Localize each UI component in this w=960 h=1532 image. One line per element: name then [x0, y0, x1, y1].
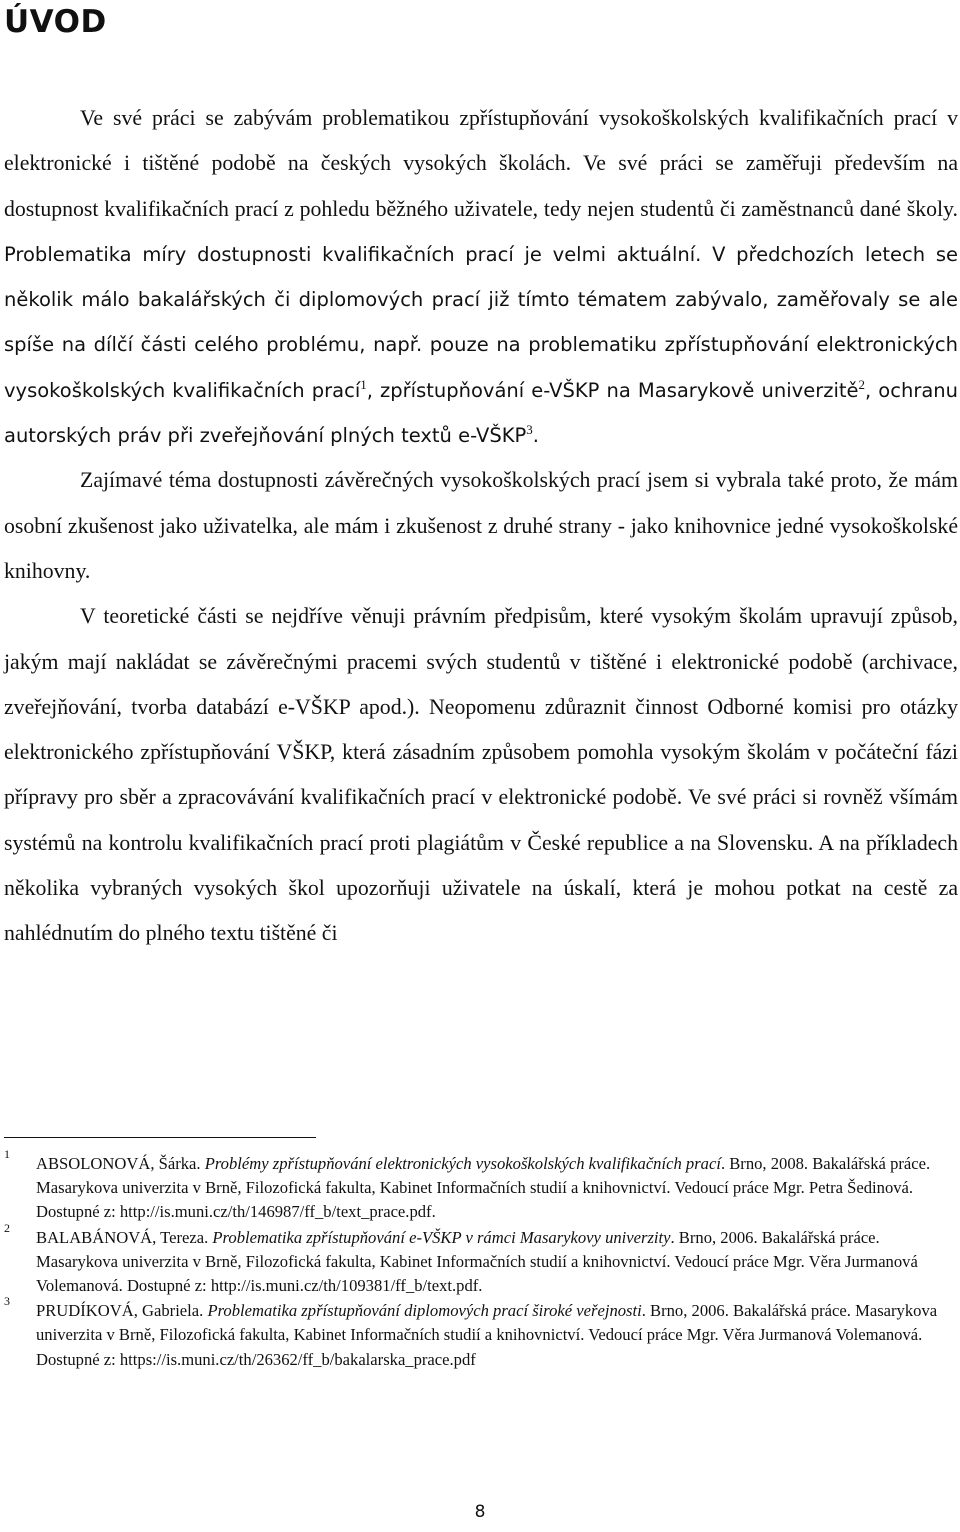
footnotes	[4, 1147, 949, 1373]
footnote-separator	[4, 1137, 316, 1138]
footnote-ref-3[interactable]: 3	[526, 422, 533, 438]
footnote-2	[4, 1220, 949, 1299]
footnote-ref-1[interactable]: 1	[360, 376, 367, 392]
paragraph-theory: V teoretické části se nejdříve věnuji právním předpisům, které vysokým školám upravují způsob, jakým mají nakládat se závěrečnými pracemi svých studentů v tištěné i elektronické podobě (archivace, zveřejňování, tvorba databází e-VŠKP apod.). Neopomenu zdůraznit činnost Odborné komisi pro otázky elektronického zpřístupňování VŠKP, která zásadním způsobem pomohla vysokým školám v počáteční fázi přípravy pro sběr a zpracovávání kvalifikačních prací v elektronické podobě. Ve své práci si rovněž všímám systémů na kontrolu kvalifikačních prací proti plagiátům v České republice a na Slovensku. A na příkladech několika vybraných vysokých škol upozorňuji uživatele na úskalí, která je mohou potkat na cestě za nahlédnutím do plného textu tištěné či	[4, 604, 958, 946]
chapter-heading: ÚVOD	[4, 4, 107, 40]
paragraph-motivation: Zajímavé téma dostupnosti závěrečných vysokoškolských prací jsem si vybrala také proto, že mám osobní zkušenost jako uživatelka, ale mám i zkušenost z druhé strany - jako knihovnice jedné vysokoškolské knihovny.	[4, 468, 958, 583]
footnote-author: ABSOLONOVÁ, Šárka.	[36, 1154, 205, 1173]
footnote-title: Problémy zpřístupňování elektronických vysokoškolských kvalifikačních prací	[204, 1154, 721, 1173]
paragraph-intro-part1: Ve své práci se zabývám problematikou zpřístupňování vysokoškolských kvalifikačních prací v elektronické i tištěné podobě na českých vysokých školách. Ve své práci se zaměřuji především na dostupnost kvalifikačních prací z pohledu běžného uživatele, tedy nejen studentů či zaměstnanců dané školy.	[4, 106, 958, 221]
paragraph-intro-part2: Problematika míry dostupnosti kvalifikačních prací je velmi aktuální. V předchozích letech se několik málo bakalářských či diplomových prací již tímto tématem zabývalo, zaměřovaly se ale spíše na dílčí části celého problému, např. pouze na problematiku zpřístupňování elektronických vysokoškolských kvalifikačních prací	[4, 242, 958, 402]
footnote-number: 1	[4, 1147, 10, 1161]
paragraph-intro-part3: , zpřístupňování e-VŠKP na Masarykově univerzitě	[366, 378, 859, 402]
footnote-3	[4, 1294, 949, 1372]
footnote-number: 3	[4, 1294, 10, 1309]
footnote-1	[4, 1147, 949, 1225]
footnote-author: PRUDÍKOVÁ, Gabriela.	[36, 1301, 208, 1321]
page-number: 8	[474, 1502, 486, 1522]
paragraph-intro-part4: , ochranu autorských práv při zveřejňování plných textů e-VŠKP	[4, 378, 959, 448]
footnote-number: 2	[4, 1220, 10, 1235]
paragraph-intro	[4, 96, 958, 458]
footnote-details: . Brno, 2006. Bakalářská práce. Masarykova univerzita v Brně, Filozofická fakulta, Kabinet Informačních studií a knihovnictví. Vedoucí práce Mgr. Věra Jurmanová Volemanová. Dostupné z: https://is.muni.cz/th/26362/ff_b/bakalarska_prace.pdf	[36, 1301, 938, 1369]
paragraph-intro-part5: .	[532, 424, 539, 448]
footnote-title: Problematika zpřístupňování e-VŠKP v rámci Masarykovy univerzity	[212, 1227, 671, 1247]
body-text	[4, 96, 958, 957]
footnote-details: . Brno, 2006. Bakalářská práce. Masarykova univerzita v Brně, Filozofická fakulta, Kabinet Informačních studií a knihovnictví. Vedoucí práce Mgr. Věra Jurmanová Volemanová. Dostupné z: http://is.muni.cz/th/109381/ff_b/text.pdf.	[36, 1227, 918, 1296]
footnote-author: BALABÁNOVÁ, Tereza.	[36, 1227, 213, 1247]
footnote-details: . Brno, 2008. Bakalářská práce. Masarykova univerzita v Brně, Filozofická fakulta, Kabinet Informačních studií a knihovnictví. Vedoucí práce Mgr. Petra Šedinová. Dostupné z: http://is.muni.cz/th/146987/ff_b/text_prace.pdf.	[36, 1154, 931, 1222]
footnote-ref-2[interactable]: 2	[858, 376, 866, 392]
footnote-title: Problematika zpřístupňování diplomových prací široké veřejnosti	[207, 1301, 642, 1321]
